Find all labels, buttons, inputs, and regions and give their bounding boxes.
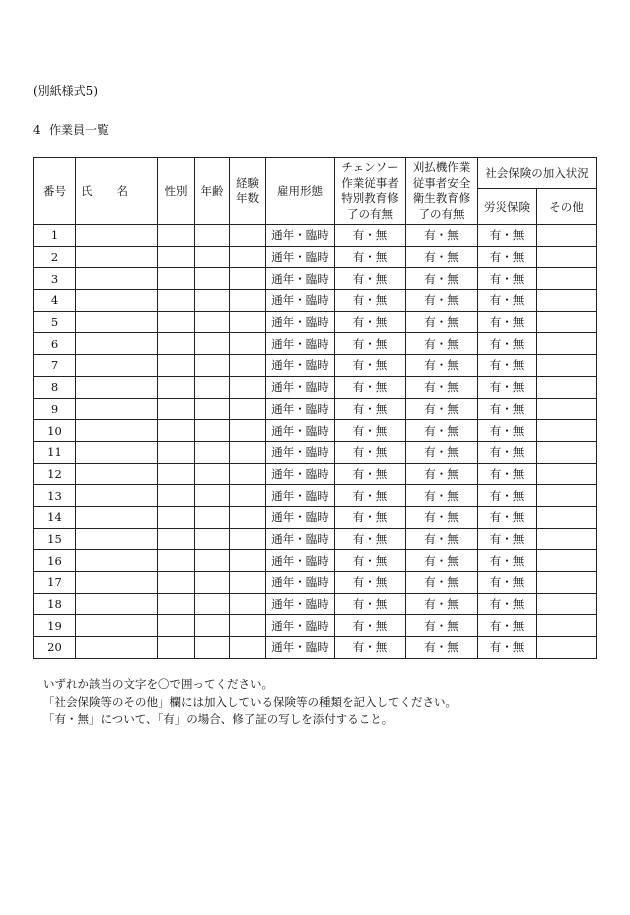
chainsaw-training-choice[interactable]: 有・無 (335, 290, 406, 312)
other-insurance-field[interactable] (537, 506, 597, 528)
other-insurance-field[interactable] (537, 225, 597, 247)
other-insurance-field[interactable] (537, 572, 597, 594)
other-insurance-field[interactable] (537, 441, 597, 463)
brushcutter-training-choice[interactable]: 有・無 (406, 463, 478, 485)
chainsaw-training-choice[interactable]: 有・無 (335, 463, 406, 485)
chainsaw-training-choice[interactable]: 有・無 (335, 615, 406, 637)
employment-type-choice[interactable]: 通年・臨時 (266, 333, 335, 355)
row-number: 14 (34, 506, 76, 528)
row-number: 8 (34, 376, 76, 398)
chainsaw-training-choice[interactable]: 有・無 (335, 441, 406, 463)
brushcutter-training-choice[interactable]: 有・無 (406, 485, 478, 507)
other-insurance-field[interactable] (537, 615, 597, 637)
chainsaw-training-choice[interactable]: 有・無 (335, 637, 406, 659)
table-row (34, 528, 597, 550)
age-field[interactable] (195, 506, 230, 528)
experience-field[interactable] (230, 485, 266, 507)
other-insurance-field[interactable] (537, 463, 597, 485)
row-number: 17 (34, 572, 76, 594)
name-field[interactable] (76, 355, 158, 377)
row-number: 12 (34, 463, 76, 485)
table-row (34, 376, 597, 398)
row-number: 6 (34, 333, 76, 355)
gender-field[interactable] (158, 420, 195, 442)
name-field[interactable] (76, 290, 158, 312)
experience-field[interactable] (230, 615, 266, 637)
name-field[interactable] (76, 246, 158, 268)
gender-field[interactable] (158, 637, 195, 659)
employment-type-choice[interactable]: 通年・臨時 (266, 550, 335, 572)
employment-type-choice[interactable]: 通年・臨時 (266, 246, 335, 268)
age-field[interactable] (195, 246, 230, 268)
gender-field[interactable] (158, 333, 195, 355)
age-field[interactable] (195, 225, 230, 247)
name-field[interactable] (76, 593, 158, 615)
workers-comp-choice[interactable]: 有・無 (478, 572, 537, 594)
gender-field[interactable] (158, 225, 195, 247)
gender-field[interactable] (158, 441, 195, 463)
note-line: いずれか該当の文字を〇で囲ってください。 (43, 677, 273, 691)
employment-type-choice[interactable]: 通年・臨時 (266, 290, 335, 312)
age-field[interactable] (195, 441, 230, 463)
age-field[interactable] (195, 485, 230, 507)
header-gender: 性別 (158, 158, 195, 225)
employment-type-choice[interactable]: 通年・臨時 (266, 441, 335, 463)
age-field[interactable] (195, 528, 230, 550)
employment-type-choice[interactable]: 通年・臨時 (266, 528, 335, 550)
name-field[interactable] (76, 550, 158, 572)
age-field[interactable] (195, 311, 230, 333)
workers-comp-choice[interactable]: 有・無 (478, 355, 537, 377)
name-field[interactable] (76, 506, 158, 528)
workers-comp-choice[interactable]: 有・無 (478, 463, 537, 485)
experience-field[interactable] (230, 268, 266, 290)
experience-field[interactable] (230, 572, 266, 594)
age-field[interactable] (195, 376, 230, 398)
workers-comp-choice[interactable]: 有・無 (478, 637, 537, 659)
name-field[interactable] (76, 268, 158, 290)
employment-type-choice[interactable]: 通年・臨時 (266, 572, 335, 594)
form-label: (別紙様式5) (33, 84, 98, 98)
table-row (34, 420, 597, 442)
row-number: 5 (34, 311, 76, 333)
experience-field[interactable] (230, 225, 266, 247)
employment-type-choice[interactable]: 通年・臨時 (266, 225, 335, 247)
chainsaw-training-choice[interactable]: 有・無 (335, 528, 406, 550)
age-field[interactable] (195, 550, 230, 572)
employment-type-choice[interactable]: 通年・臨時 (266, 355, 335, 377)
header-experience: 経験 年数 (230, 158, 266, 225)
brushcutter-training-choice[interactable]: 有・無 (406, 290, 478, 312)
employment-type-choice[interactable]: 通年・臨時 (266, 485, 335, 507)
workers-comp-choice[interactable]: 有・無 (478, 376, 537, 398)
gender-field[interactable] (158, 572, 195, 594)
brushcutter-training-choice[interactable]: 有・無 (406, 615, 478, 637)
workers-comp-choice[interactable]: 有・無 (478, 225, 537, 247)
table-row (34, 311, 597, 333)
workers-comp-choice[interactable]: 有・無 (478, 615, 537, 637)
header-name: 氏名 (76, 158, 158, 225)
employment-type-choice[interactable]: 通年・臨時 (266, 506, 335, 528)
experience-field[interactable] (230, 637, 266, 659)
note-line: 「社会保険等のその他」欄には加入している保険等の種類を記入してください。 (43, 694, 457, 709)
note-line: 「有・無」について、「有」の場合、修了証の写しを添付すること。 (43, 712, 394, 726)
other-insurance-field[interactable] (537, 398, 597, 420)
chainsaw-training-choice[interactable]: 有・無 (335, 311, 406, 333)
header-other: その他 (537, 189, 597, 225)
name-field[interactable] (76, 637, 158, 659)
age-field[interactable] (195, 420, 230, 442)
chainsaw-training-choice[interactable]: 有・無 (335, 550, 406, 572)
chainsaw-training-choice[interactable]: 有・無 (335, 333, 406, 355)
table-row (34, 441, 597, 463)
header-age: 年齢 (195, 158, 230, 225)
chainsaw-training-choice[interactable]: 有・無 (335, 506, 406, 528)
section-title-text: 作業員一覧 (49, 123, 110, 137)
chainsaw-training-choice[interactable]: 有・無 (335, 355, 406, 377)
chainsaw-training-choice[interactable]: 有・無 (335, 398, 406, 420)
other-insurance-field[interactable] (537, 376, 597, 398)
experience-field[interactable] (230, 355, 266, 377)
name-field[interactable] (76, 420, 158, 442)
brushcutter-training-choice[interactable]: 有・無 (406, 376, 478, 398)
name-field[interactable] (76, 333, 158, 355)
chainsaw-training-choice[interactable]: 有・無 (335, 572, 406, 594)
experience-field[interactable] (230, 550, 266, 572)
chainsaw-training-choice[interactable]: 有・無 (335, 485, 406, 507)
experience-field[interactable] (230, 376, 266, 398)
experience-field[interactable] (230, 463, 266, 485)
section-title (33, 123, 109, 137)
brushcutter-training-choice[interactable]: 有・無 (406, 225, 478, 247)
brushcutter-training-choice[interactable]: 有・無 (406, 572, 478, 594)
table-row (34, 246, 597, 268)
other-insurance-field[interactable] (537, 550, 597, 572)
table-row (34, 463, 597, 485)
roster-body (34, 225, 597, 659)
name-field[interactable] (76, 311, 158, 333)
age-field[interactable] (195, 268, 230, 290)
brushcutter-training-choice[interactable]: 有・無 (406, 593, 478, 615)
name-field[interactable] (76, 463, 158, 485)
employment-type-choice[interactable]: 通年・臨時 (266, 593, 335, 615)
experience-field[interactable] (230, 593, 266, 615)
workers-comp-choice[interactable]: 有・無 (478, 485, 537, 507)
gender-field[interactable] (158, 246, 195, 268)
brushcutter-training-choice[interactable]: 有・無 (406, 268, 478, 290)
gender-field[interactable] (158, 550, 195, 572)
gender-field[interactable] (158, 398, 195, 420)
table-row (34, 593, 597, 615)
other-insurance-field[interactable] (537, 637, 597, 659)
experience-field[interactable] (230, 420, 266, 442)
other-insurance-field[interactable] (537, 268, 597, 290)
workers-comp-choice[interactable]: 有・無 (478, 246, 537, 268)
chainsaw-training-choice[interactable]: 有・無 (335, 420, 406, 442)
experience-field[interactable] (230, 441, 266, 463)
age-field[interactable] (195, 398, 230, 420)
age-field[interactable] (195, 290, 230, 312)
employment-type-choice[interactable]: 通年・臨時 (266, 420, 335, 442)
row-number: 18 (34, 593, 76, 615)
experience-field[interactable] (230, 246, 266, 268)
name-field[interactable] (76, 225, 158, 247)
row-number: 4 (34, 290, 76, 312)
row-number: 16 (34, 550, 76, 572)
table-row (34, 398, 597, 420)
workers-comp-choice[interactable]: 有・無 (478, 550, 537, 572)
brushcutter-training-choice[interactable]: 有・無 (406, 355, 478, 377)
gender-field[interactable] (158, 376, 195, 398)
table-row (34, 333, 597, 355)
table-row (34, 572, 597, 594)
table-row (34, 615, 597, 637)
workers-comp-choice[interactable]: 有・無 (478, 441, 537, 463)
age-field[interactable] (195, 615, 230, 637)
table-row (34, 485, 597, 507)
workers-comp-choice[interactable]: 有・無 (478, 268, 537, 290)
name-field[interactable] (76, 398, 158, 420)
name-field[interactable] (76, 376, 158, 398)
section-number: 4 (33, 123, 41, 137)
gender-field[interactable] (158, 290, 195, 312)
brushcutter-training-choice[interactable]: 有・無 (406, 550, 478, 572)
chainsaw-training-choice[interactable]: 有・無 (335, 268, 406, 290)
employment-type-choice[interactable]: 通年・臨時 (266, 311, 335, 333)
experience-field[interactable] (230, 398, 266, 420)
brushcutter-training-choice[interactable]: 有・無 (406, 311, 478, 333)
experience-field[interactable] (230, 311, 266, 333)
row-number: 20 (34, 637, 76, 659)
row-number: 13 (34, 485, 76, 507)
experience-field[interactable] (230, 333, 266, 355)
employment-type-choice[interactable]: 通年・臨時 (266, 376, 335, 398)
workers-comp-choice[interactable]: 有・無 (478, 593, 537, 615)
employment-type-choice[interactable]: 通年・臨時 (266, 268, 335, 290)
brushcutter-training-choice[interactable]: 有・無 (406, 506, 478, 528)
brushcutter-training-choice[interactable]: 有・無 (406, 528, 478, 550)
other-insurance-field[interactable] (537, 420, 597, 442)
table-row (34, 506, 597, 528)
brushcutter-training-choice[interactable]: 有・無 (406, 333, 478, 355)
header-number: 番号 (34, 158, 76, 225)
header-employment-type: 雇用形態 (266, 158, 335, 225)
other-insurance-field[interactable] (537, 593, 597, 615)
gender-field[interactable] (158, 355, 195, 377)
header-brushcutter-training: 刈払機作業 従事者安全 衛生教育修 了の有無 (406, 158, 478, 225)
chainsaw-training-choice[interactable]: 有・無 (335, 593, 406, 615)
age-field[interactable] (195, 572, 230, 594)
row-number: 2 (34, 246, 76, 268)
header-workers-comp: 労災保険 (478, 189, 537, 225)
gender-field[interactable] (158, 485, 195, 507)
header-social-insurance: 社会保険の加入状況 (478, 158, 597, 189)
other-insurance-field[interactable] (537, 290, 597, 312)
other-insurance-field[interactable] (537, 485, 597, 507)
age-field[interactable] (195, 463, 230, 485)
other-insurance-field[interactable] (537, 311, 597, 333)
gender-field[interactable] (158, 311, 195, 333)
row-number: 1 (34, 225, 76, 247)
table-row (34, 225, 597, 247)
workers-comp-choice[interactable]: 有・無 (478, 506, 537, 528)
other-insurance-field[interactable] (537, 246, 597, 268)
other-insurance-field[interactable] (537, 333, 597, 355)
experience-field[interactable] (230, 290, 266, 312)
employment-type-choice[interactable]: 通年・臨時 (266, 463, 335, 485)
notes (43, 676, 457, 729)
other-insurance-field[interactable] (537, 355, 597, 377)
row-number: 11 (34, 441, 76, 463)
age-field[interactable] (195, 355, 230, 377)
gender-field[interactable] (158, 528, 195, 550)
employment-type-choice[interactable]: 通年・臨時 (266, 637, 335, 659)
name-field[interactable] (76, 528, 158, 550)
worker-roster-table (33, 157, 597, 659)
age-field[interactable] (195, 637, 230, 659)
gender-field[interactable] (158, 615, 195, 637)
table-row (34, 268, 597, 290)
other-insurance-field[interactable] (537, 528, 597, 550)
workers-comp-choice[interactable]: 有・無 (478, 398, 537, 420)
name-field[interactable] (76, 441, 158, 463)
age-field[interactable] (195, 593, 230, 615)
name-field[interactable] (76, 615, 158, 637)
employment-type-choice[interactable]: 通年・臨時 (266, 398, 335, 420)
gender-field[interactable] (158, 506, 195, 528)
workers-comp-choice[interactable]: 有・無 (478, 311, 537, 333)
experience-field[interactable] (230, 506, 266, 528)
employment-type-choice[interactable]: 通年・臨時 (266, 615, 335, 637)
workers-comp-choice[interactable]: 有・無 (478, 333, 537, 355)
chainsaw-training-choice[interactable]: 有・無 (335, 246, 406, 268)
header-row (34, 158, 597, 189)
header-chainsaw-training: チェンソー 作業従事者 特別教育修 了の有無 (335, 158, 406, 225)
row-number: 19 (34, 615, 76, 637)
gender-field[interactable] (158, 268, 195, 290)
row-number: 9 (34, 398, 76, 420)
brushcutter-training-choice[interactable]: 有・無 (406, 246, 478, 268)
row-number: 15 (34, 528, 76, 550)
table-row (34, 637, 597, 659)
row-number: 10 (34, 420, 76, 442)
brushcutter-training-choice[interactable]: 有・無 (406, 420, 478, 442)
brushcutter-training-choice[interactable]: 有・無 (406, 637, 478, 659)
table-row (34, 355, 597, 377)
chainsaw-training-choice[interactable]: 有・無 (335, 225, 406, 247)
row-number: 7 (34, 355, 76, 377)
brushcutter-training-choice[interactable]: 有・無 (406, 398, 478, 420)
name-field[interactable] (76, 572, 158, 594)
gender-field[interactable] (158, 593, 195, 615)
experience-field[interactable] (230, 528, 266, 550)
name-field[interactable] (76, 485, 158, 507)
gender-field[interactable] (158, 463, 195, 485)
brushcutter-training-choice[interactable]: 有・無 (406, 441, 478, 463)
workers-comp-choice[interactable]: 有・無 (478, 420, 537, 442)
table-row (34, 290, 597, 312)
workers-comp-choice[interactable]: 有・無 (478, 290, 537, 312)
workers-comp-choice[interactable]: 有・無 (478, 528, 537, 550)
age-field[interactable] (195, 333, 230, 355)
table-row (34, 550, 597, 572)
chainsaw-training-choice[interactable]: 有・無 (335, 376, 406, 398)
row-number: 3 (34, 268, 76, 290)
